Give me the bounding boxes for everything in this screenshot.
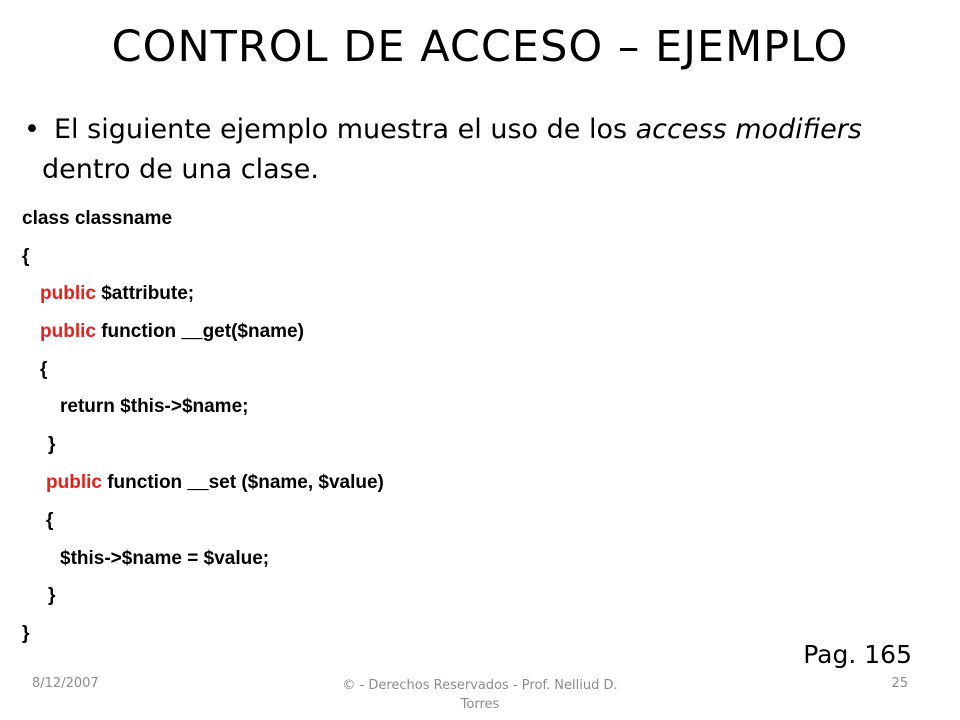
bullet-text-plain: El siguiente ejemplo muestra el uso de los bbox=[54, 114, 636, 145]
code-keyword: public bbox=[40, 283, 96, 304]
code-line: } bbox=[48, 585, 56, 606]
code-line: public function __set ($name, $value) bbox=[46, 472, 384, 493]
footer-copyright-line1: © - Derechos Reservados - Prof. Nelliud D. bbox=[342, 678, 618, 693]
code-line: return $this->$name; bbox=[60, 396, 249, 417]
code-keyword: public bbox=[40, 321, 96, 342]
code-line: public $attribute; bbox=[40, 283, 195, 304]
bullet-text bbox=[54, 110, 954, 150]
code-keyword: public bbox=[46, 472, 102, 493]
code-line: { bbox=[46, 510, 54, 531]
code-line: } bbox=[22, 623, 30, 644]
footer-date: 8/12/2007 bbox=[32, 676, 99, 691]
bullet-text-continued: dentro de una clase. bbox=[42, 154, 319, 185]
footer-slide-number: 25 bbox=[891, 676, 908, 691]
code-line: $this->$name = $value; bbox=[60, 548, 270, 569]
footer-copyright-line2: Torres bbox=[460, 697, 500, 712]
page-reference: Pag. 165 bbox=[803, 640, 912, 669]
code-line: { bbox=[40, 359, 48, 380]
slide-title: CONTROL DE ACCESO – EJEMPLO bbox=[111, 22, 849, 72]
bullet-dot-icon: • bbox=[24, 114, 40, 145]
code-line: { bbox=[22, 246, 30, 267]
bullet-text-italic: access modifiers bbox=[635, 114, 862, 145]
code-line: class classname bbox=[22, 208, 173, 229]
code-line: } bbox=[48, 434, 56, 455]
code-line: public function __get($name) bbox=[40, 321, 304, 342]
footer-copyright bbox=[320, 676, 640, 714]
